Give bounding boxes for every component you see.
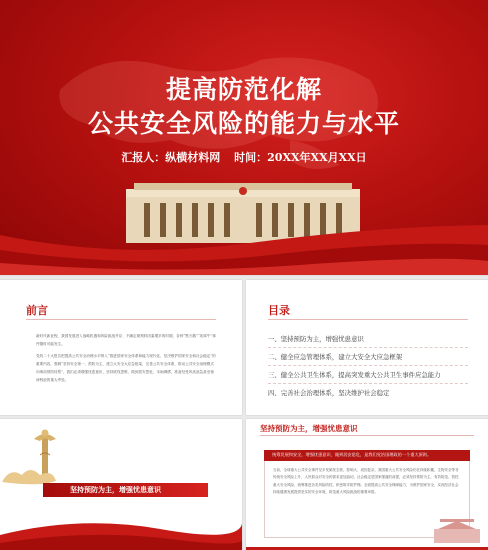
reporter-label: 汇报人：纵横材料网	[121, 151, 221, 164]
toc-item-4[interactable]: 四、完善社会治理体系，坚决维护社会稳定	[268, 389, 390, 397]
cover-title-line1: 提高防范化解	[165, 75, 322, 104]
preface-title: 前言	[26, 304, 48, 317]
detail-banner-text: 统筹发展和安全，增强忧患意识，做到居安思危，是我们党治国理政的一个重大原则。	[272, 452, 432, 457]
preface-paragraph-2: 党的二十大报告把提高公共安全治理水平纳入“推进国家安全体系和能力现代化，坚决维护国家安全和社会稳定”的重要内容，强调“坚持安全第一、预防为主，建立大安全大应急框架，完善公共安全体系，推动公共安全治理模式向事前预防转型”，我们必须增强忧患意识，坚持底线思维，做到居安思危、未雨绸缪，准备经受风高浪急甚至惊涛骇浪的重大考验。	[36, 354, 216, 382]
toc-item-3[interactable]: 三、健全公共卫生体系，提高突发重大公共卫生事件应急能力	[268, 371, 441, 379]
detail-title: 坚持预防为主，增强忧患意识	[260, 424, 358, 433]
cover-meta	[0, 149, 488, 165]
preface-divider	[26, 319, 216, 320]
gate-silhouette-icon	[432, 513, 482, 543]
toc-separator	[268, 347, 468, 348]
red-wave-footer	[0, 515, 242, 550]
preface-slide[interactable]	[0, 280, 242, 415]
red-ribbon-wave	[0, 215, 488, 275]
toc-item-1[interactable]: 一、坚持预防为主，增强忧患意识	[268, 335, 364, 343]
contents-slide[interactable]	[246, 280, 488, 415]
detail-body-text: 当前，全球重大公共安全事件呈多发频发态势，影响大、成因复杂，我国重大公共安全风险仍在持续积累，生物安全等非传统安全风险上升，人民群众对安全的需求更加迫切。社会稳定是国家强盛的前提，必须坚持预防为主、有效防范、管控重大安全风险，统筹推进各类风险防控，织密筑牢防护网。全面提高公共安全保障能力，为维护国家安全、实现经济社会持续健康发展提供坚实的安全环境，防范重大风险挑战的重要举措。	[273, 468, 459, 495]
contents-divider	[268, 319, 468, 320]
cover-title-line2: 公共安全风险的能力与水平	[87, 109, 400, 138]
contents-title: 目录	[268, 304, 290, 317]
section-label: 坚持预防为主，增强忧患意识	[70, 485, 161, 494]
toc-item-2[interactable]: 二、健全应急管理体系，建立大安全大应急框架	[268, 353, 403, 361]
toc-separator	[268, 383, 468, 384]
detail-divider	[260, 435, 474, 436]
detail-slide[interactable]	[246, 419, 488, 550]
detail-banner	[264, 450, 470, 461]
toc-separator	[268, 365, 468, 366]
section-slide[interactable]	[0, 419, 242, 550]
preface-paragraph-1: 新时代新征程，我国发展进入战略机遇和风险挑战并存、不确定难预料因素增多的时期，各种“黑天鹅”“灰犀牛”事件随时可能发生。	[36, 334, 216, 346]
time-label: 时间：20XX年XX月XX日	[234, 151, 367, 164]
